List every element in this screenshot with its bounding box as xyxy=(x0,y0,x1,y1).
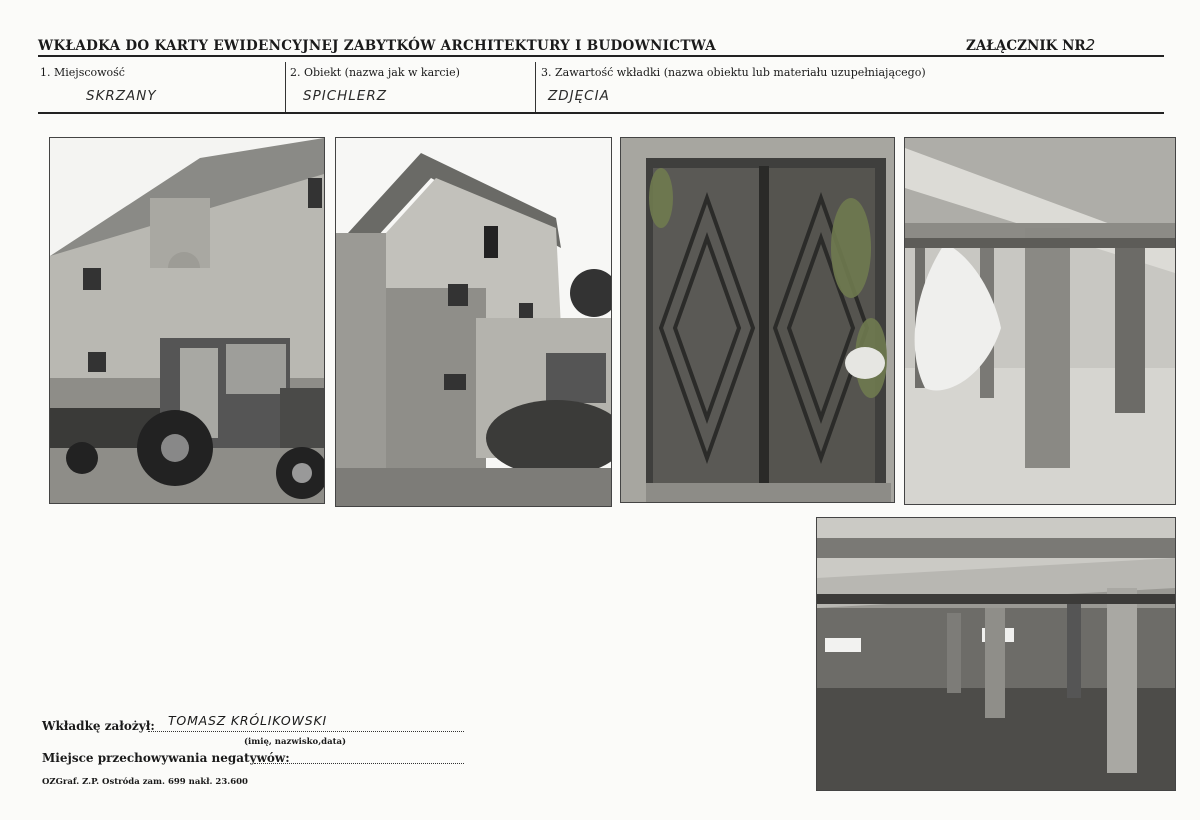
founded-by-label: Wkładkę założył: xyxy=(42,719,155,733)
header-rule-top xyxy=(38,55,1164,57)
photo-interior-beams xyxy=(816,517,1176,791)
founded-by-value: TOMASZ KRÓLIKOWSKI xyxy=(168,713,327,728)
founded-by-note: (imię, nazwisko,data) xyxy=(244,737,347,747)
field-label-content: 3. Zawartość wkładki (nazwa obiektu lub materiału uzupełniającego) xyxy=(541,66,926,79)
founded-by-line xyxy=(148,731,464,732)
photo-granary-with-tractor xyxy=(49,137,325,504)
field-value-object: SPICHLERZ xyxy=(303,88,387,104)
negatives-storage-line xyxy=(254,763,464,764)
header-rule-bottom xyxy=(38,112,1164,114)
annex-number: 2 xyxy=(1085,36,1096,54)
field-value-content: ZDJĘCIA xyxy=(548,88,610,104)
printer-imprint: OZGraf. Z.P. Ostróda zam. 699 nakł. 23.600 xyxy=(42,777,248,787)
field-separator xyxy=(535,62,536,112)
field-label-locality: 1. Miejscowość xyxy=(40,66,125,79)
photo-wooden-door xyxy=(620,137,895,503)
card-title: WKŁADKA DO KARTY EWIDENCYJNEJ ZABYTKÓW ARCHITEKTURY I BUDOWNICTWA xyxy=(38,38,717,54)
field-separator xyxy=(285,62,286,112)
negatives-storage-label: Miejsce przechowywania negatywów: xyxy=(42,751,290,765)
photo-granary-corner xyxy=(335,137,612,507)
annex-label xyxy=(966,36,1095,54)
field-label-object: 2. Obiekt (nazwa jak w karcie) xyxy=(290,66,460,79)
annex-label-text: ZAŁĄCZNIK NR xyxy=(966,38,1086,54)
photo-interior-posts-sack xyxy=(904,137,1176,505)
field-value-locality: SKRZANY xyxy=(86,88,157,104)
